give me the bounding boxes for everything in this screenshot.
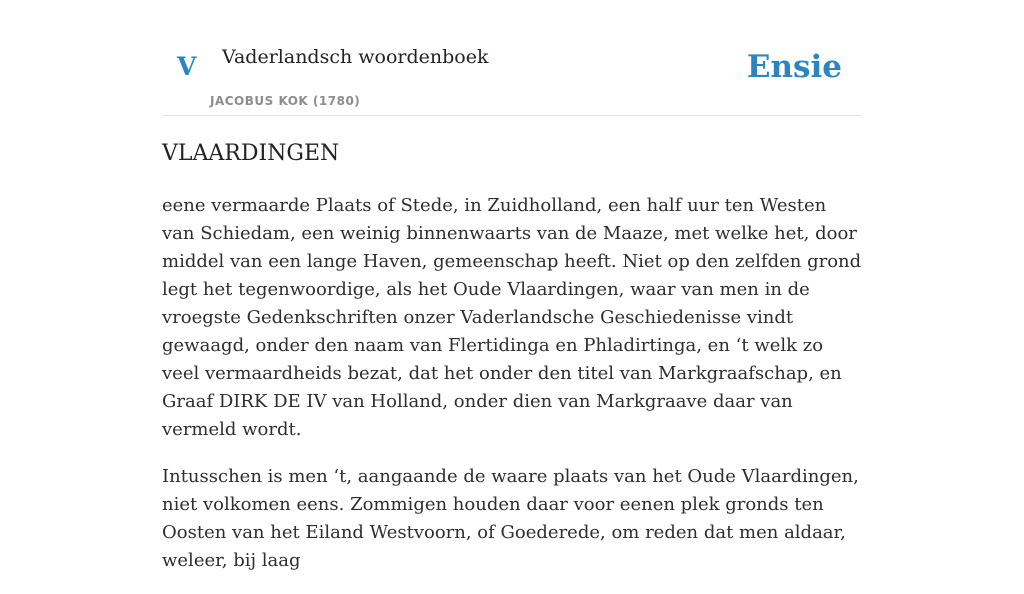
ensie-logo-link[interactable]: Ensie xyxy=(746,49,842,85)
entry-headword: VLAARDINGEN xyxy=(162,141,340,166)
book-letter-badge: V xyxy=(177,52,197,81)
book-title[interactable]: Vaderlandsch woordenboek xyxy=(222,46,489,68)
book-author: JACOBUS KOK (1780) xyxy=(210,94,361,108)
entry-paragraph-1: eene vermaarde Plaats of Stede, in Zuidholland, een half uur ten Westen van Schiedam, een weinig binnenwaarts van de Maaze, met welke het, door middel van een lange Haven, gemeenschap heeft. Niet op den zelfden grond legt het tegenwoordige, als het Oude Vlaardingen, waar van men in de vroegste Gedenkschriften onzer Vaderlandsche Geschiedenisse vindt gewaagd, onder den naam van Flertidinga en Phladirtinga, en ‘t welk zo veel vermaardheids bezat, dat het onder den titel van Markgraafschap, en Graaf DIRK DE IV van Holland, onder dien van Markgraave daar van vermeld wordt. xyxy=(162,195,862,440)
entry-body xyxy=(162,192,862,594)
book-header xyxy=(162,0,862,116)
entry-paragraph-2: Intusschen is men ‘t, aangaande de waare plaats van het Oude Vlaardingen, niet volkomen eens. Zommigen houden daar voor eenen plek gronds ten Oosten van het Eiland Westvoorn, of Goederede, om reden dat men aldaar, weleer, bij laag xyxy=(162,466,859,571)
